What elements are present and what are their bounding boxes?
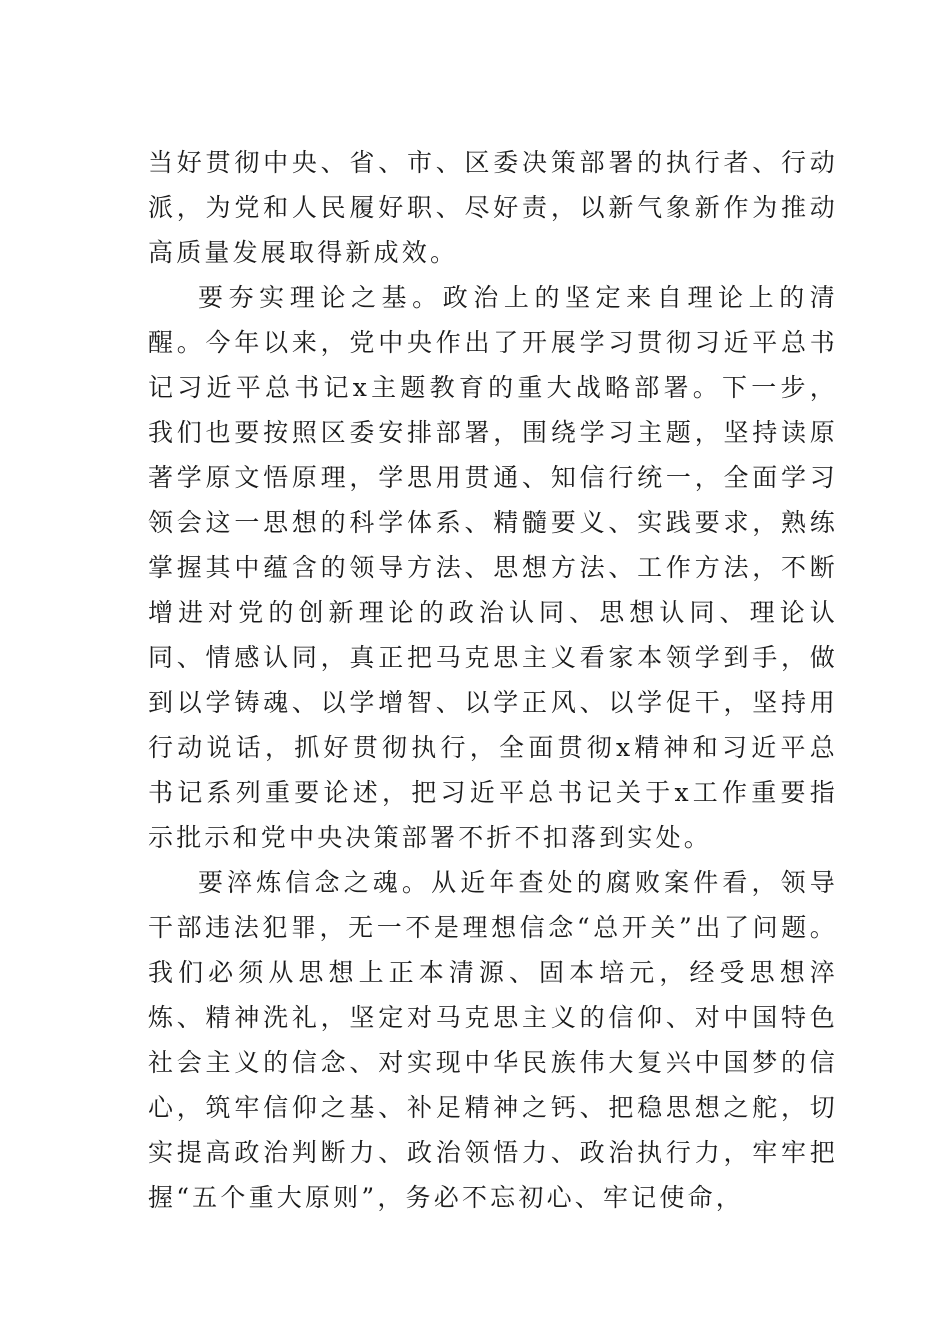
document-body [148,140,838,1220]
paragraph-theory-foundation: 要夯实理论之基。政治上的坚定来自理论上的清醒。今年以来，党中央作出了开展学习贯彻习近平总书记习近平总书记x主题教育的重大战略部署。下一步，我们也要按照区委安排部署，围绕学习主题，坚持读原著学原文悟原理，学思用贯通、知信行统一，全面学习领会这一思想的科学体系、精髓要义、实践要求，熟练掌握其中蕴含的领导方法、思想方法、工作方法，不断增进对党的创新理论的政治认同、思想认同、理论认同、情感认同，真正把马克思主义看家本领学到手，做到以学铸魂、以学增智、以学正风、以学促干，坚持用行动说话，抓好贯彻执行，全面贯彻x精神和习近平总书记系列重要论述，把习近平总书记关于x工作重要指示批示和党中央决策部署不折不扣落到实处。 [148,283,838,852]
paragraph-faith-soul: 要淬炼信念之魂。从近年查处的腐败案件看，领导干部违法犯罪，无一不是理想信念“总开关”出了问题。我们必须从思想上正本清源、固本培元，经受思想淬炼、精神洗礼，坚定对马克思主义的信仰、对中国特色社会主义的信念、对实现中华民族伟大复兴中国梦的信心，筑牢信仰之基、补足精神之钙、把稳思想之舵，切实提高政治判断力、政治领悟力、政治执行力，牢牢把握“五个重大原则”，务必不忘初心、牢记使命， [148,868,838,1212]
paragraph-continuation: 当好贯彻中央、省、市、区委决策部署的执行者、行动派，为党和人民履好职、尽好责，以新气象新作为推动高质量发展取得新成效。 [148,148,838,267]
